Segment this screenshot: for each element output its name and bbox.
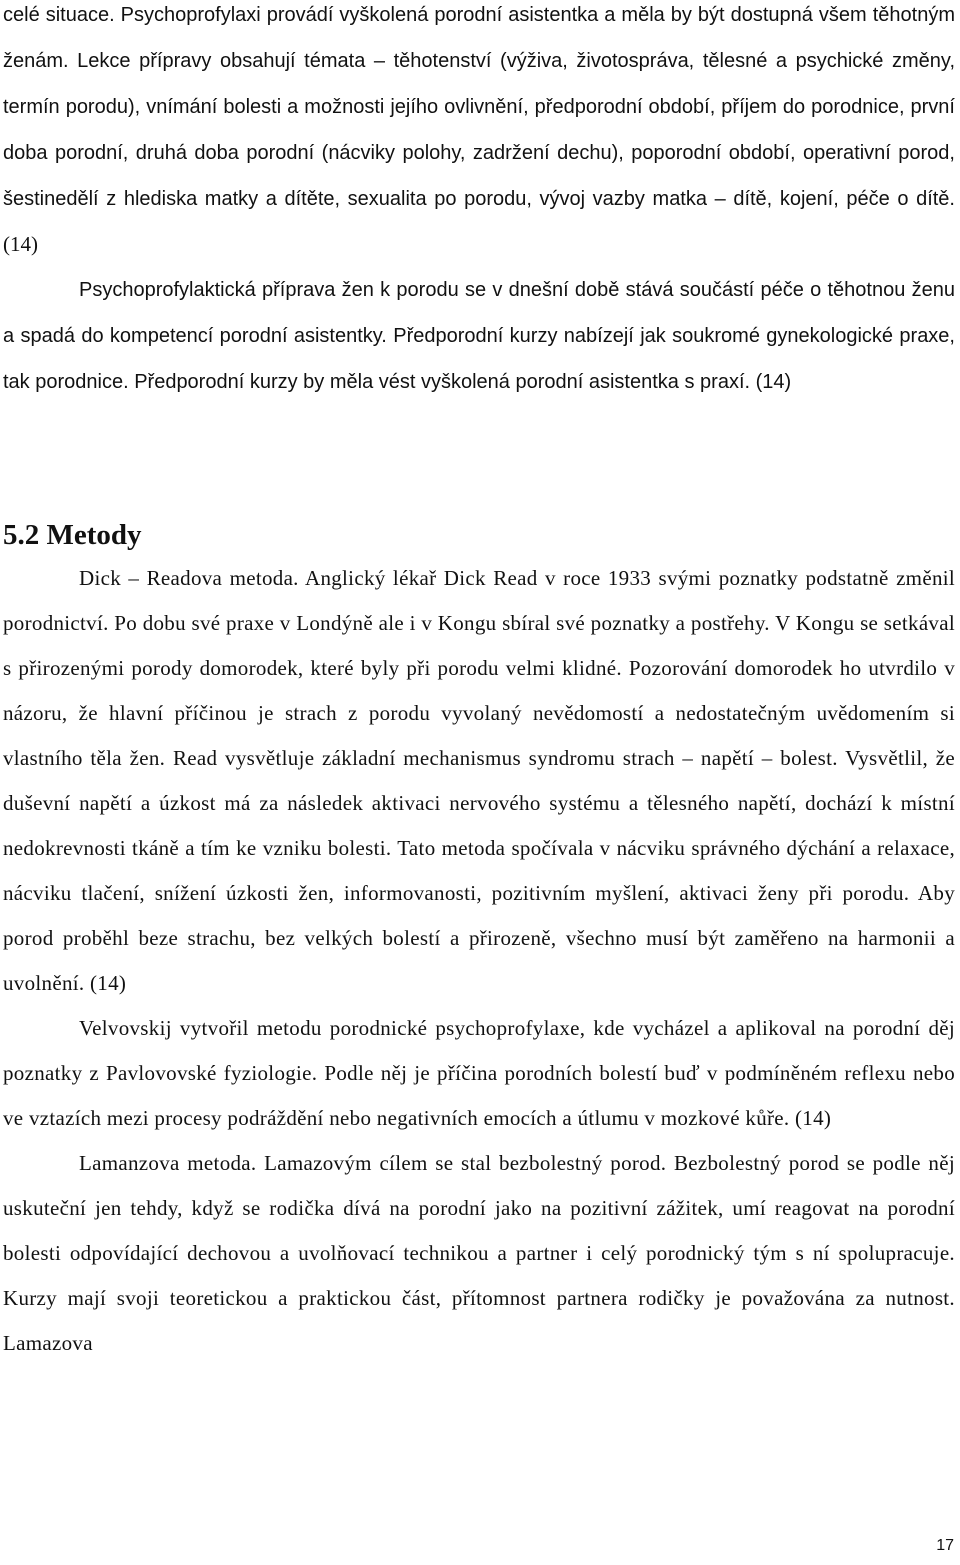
- intro-paragraph-text: celé situace. Psychoprofylaxi provádí vyškolená porodní asistentka a měla by být dostupná všem těhotným ženám. Lekce přípravy obsahují témata – těhotenství (výživa, životospráva, tělesné a psychické změny, termín porodu), vnímání bolesti a možnosti jejího ovlivnění, předporodní období, příjem do porodnice, první doba porodní, druhá doba porodní (nácviky polohy, zadržení dechu), poporodní období, operativní porod, šestinedělí z hlediska matky a dítěte, sexualita po porodu, vývoj vazby matka – dítě, kojení, péče o dítě.: [3, 4, 955, 210]
- lamaze-paragraph: [3, 1141, 955, 1366]
- lamaze-label: Lamanzova metoda.: [79, 1151, 257, 1175]
- dick-read-text: Anglický lékař Dick Read v roce 1933 svými poznatky podstatně změnil porodnictví. Po dobu své praxe v Londýně ale i v Kongu sbíral své poznatky a postřehy. V Kongu se setkával s přirozenými porody domorodek, které byly při porodu velmi klidné. Pozorování domorodek ho utvrdilo v názoru, že hlavní příčinou je strach z porodu vyvolaný nevědomostí a nedostatečným uvědomením si vlastního těla žen. Read vysvětluje základní mechanismus syndromu strach – napětí – bolest. Vysvětlil, že duševní napětí a úzkost má za následek aktivaci nervového systému a tělesného napětí, dochází k místní nedokrevnosti tkáně a tím ke vzniku bolesti. Tato metoda spočívala v nácviku správného dýchání a relaxace, nácviku tlačení, snížení úzkosti žen, informovanosti, pozitivním myšlení, aktivaci ženy při porodu. Aby porod proběhl beze strachu, bez velkých bolestí a přirozeně, všechno musí být zaměřeno na harmonii a uvolnění. (14): [3, 566, 956, 995]
- dick-read-paragraph: [3, 556, 955, 1006]
- lamaze-text: Lamazovým cílem se stal bezbolestný porod. Bezbolestný porod se podle něj uskuteční jen tehdy, když se rodička dívá na porodní jako na pozitivní zážitek, umí reagovat na porodní bolesti odpovídající dechovou a uvolňovací technikou a partner i celý porodnický tým s ní spolupracuje. Kurzy mají svoji teoretickou a praktickou část, přítomnost partnera rodičky je považována za nutnost. Lamazova: [3, 1151, 955, 1355]
- page-number: 17: [936, 1537, 954, 1554]
- intro-paragraph: [3, 0, 955, 267]
- velvovskij-paragraph: Velvovskij vytvořil metodu porodnické psychoprofylaxe, kde vycházel a aplikoval na porodní děj poznatky z Pavlovovské fyziologie. Podle něj je příčina porodních bolestí buď v podmíněném reflexu nebo ve vztazích mezi procesy podráždění nebo negativních emocích a útlumu v mozkové kůře. (14): [3, 1016, 955, 1130]
- psychoprofylaxe-paragraph: [3, 267, 955, 405]
- intro-citation: (14): [3, 232, 38, 256]
- dick-read-label: Dick – Readova metoda.: [79, 566, 299, 590]
- psychoprofylaxe-paragraph-text: Psychoprofylaktická příprava žen k porodu se v dnešní době stává součástí péče o těhotnou ženu a spadá do kompetencí porodní asistentky.: [3, 279, 955, 347]
- psychoprofylaxe-paragraph-rest: Předporodní kurzy nabízejí jak soukromé gynekologické praxe, tak porodnice. Předporodní kurzy by měla vést vyškolená porodní asistentka s praxí. (14): [3, 325, 955, 393]
- intro-block: [3, 0, 955, 405]
- methods-block: [3, 556, 955, 1366]
- section-heading: 5.2 Metody: [3, 519, 142, 551]
